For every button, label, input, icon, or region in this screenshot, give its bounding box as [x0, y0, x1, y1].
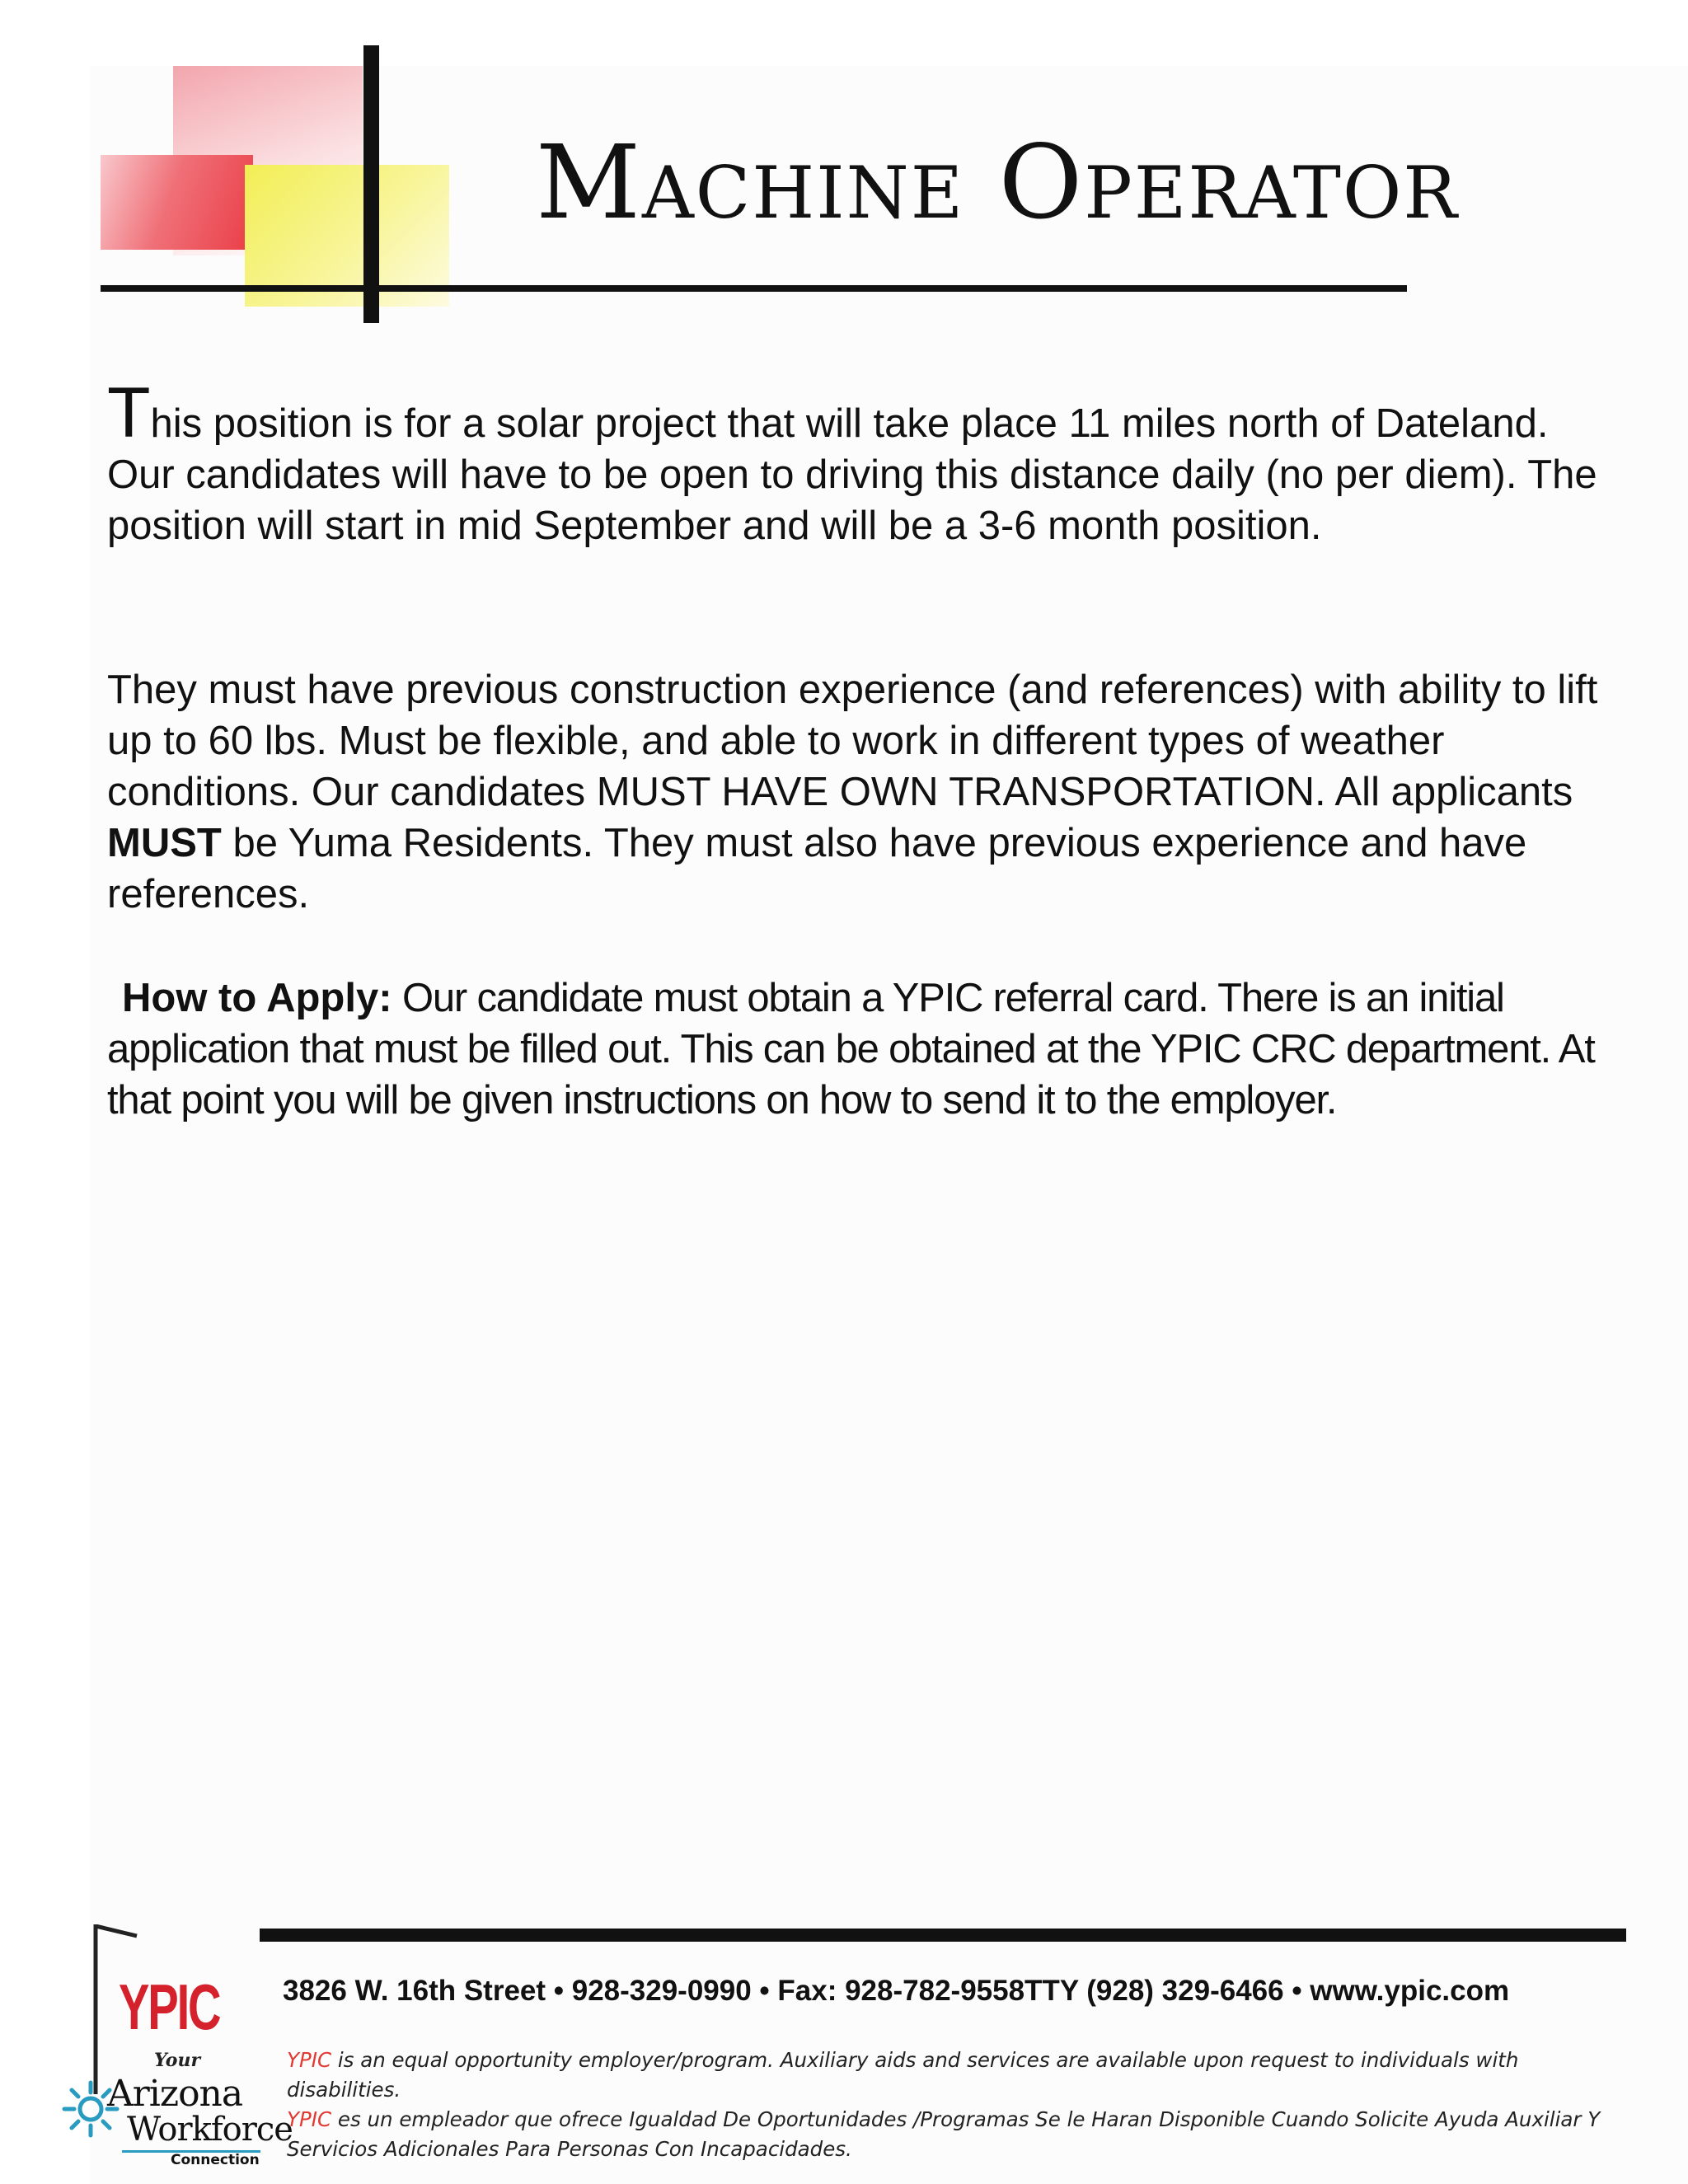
job-description-text: his position is for a solar project that will take place 11 miles north of Dateland. Our candidates will have to be open to driving this distance daily (no per diem). The position will start in mid September and will be a 3-6 month position.	[107, 401, 1597, 548]
footer-rule	[260, 1929, 1626, 1942]
logo-connection-text: Connection	[171, 2152, 260, 2168]
decorative-red-square	[101, 155, 253, 250]
requirements-text-start: They must have previous construction experience (and references) with ability to lift up to 60 lbs. Must be flexible, and able to work in different types of weather conditions. Our candidates MUST HAVE OWN TRANSPORTATION. All applicants	[107, 668, 1598, 814]
requirements-text-end: be Yuma Residents. They must also have previous experience and have references.	[107, 821, 1527, 916]
job-description-paragraph	[107, 373, 1615, 551]
requirements-paragraph	[107, 664, 1615, 920]
requirements-emphasis: MUST	[107, 821, 222, 865]
logo-arizona-text: Arizona	[107, 2073, 243, 2115]
drop-cap: T	[107, 373, 151, 452]
contact-info: 3826 W. 16th Street • 928-329-0990 • Fax: 928-782-9558TTY (928) 329-6466 • www.ypic.com	[283, 1975, 1510, 2007]
disclaimer-org-name: YPIC	[287, 2048, 332, 2072]
logo-ypic-text: YPIC	[119, 1971, 220, 2043]
disclaimer-spanish-text: es un empleador que ofrece Igualdad De Oportunidades /Programas Se le Haran Disponible Cuando Solicite Ayuda Auxiliar Y Servicios Adicionales Para Personas Con Incapacidades.	[287, 2107, 1601, 2161]
ypic-logo	[59, 1924, 293, 2172]
disclaimer-english-text: is an equal opportunity employer/program. Auxiliary aids and services are available upon request to individuals with disabilities.	[287, 2048, 1519, 2102]
disclaimer-english	[287, 2046, 1639, 2105]
how-to-apply-label: How to Apply:	[122, 976, 392, 1020]
logo-workforce-text: Workforce	[127, 2111, 293, 2149]
how-to-apply-text: Our candidate must obtain a YPIC referral card. There is an initial application that must be filled out. This can be obtained at the YPIC CRC department. At that point you will be given instructions on how to send it to the employer.	[107, 976, 1595, 1122]
equal-opportunity-disclaimer	[287, 2046, 1639, 2164]
disclaimer-org-name: YPIC	[287, 2107, 332, 2131]
header-horizontal-rule	[101, 285, 1407, 292]
logo-your-text: Your	[154, 2050, 201, 2071]
page-title: Machine Operator	[536, 124, 1459, 242]
disclaimer-spanish	[287, 2105, 1639, 2164]
header-vertical-rule	[363, 45, 379, 323]
how-to-apply-paragraph	[107, 972, 1615, 1126]
